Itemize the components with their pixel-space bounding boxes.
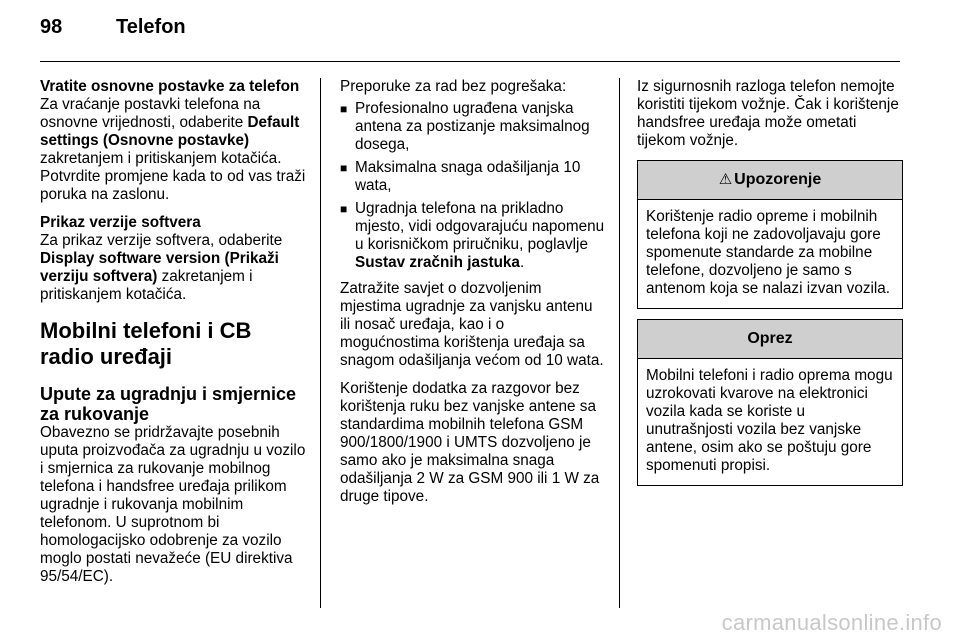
airbag-reference: Sustav zračnih jastuka xyxy=(355,254,520,271)
warning-text: Korištenje radio opreme i mobilnih telefona koji ne zadovoljavaju gore spomenute standarde za mobilne telefone, dozvoljeno je samo s antenom koja se nalazi izvan vozila. xyxy=(646,208,891,297)
recommendations-intro: Preporuke za rad bez pogrešaka: xyxy=(340,78,567,95)
warning-triangle-icon: ⚠ xyxy=(718,171,733,188)
warning-header xyxy=(638,161,902,200)
list-item: ■ Profesionalno ugrađena vanjska antena za postizanje maksimalnog dosega, xyxy=(340,100,606,154)
antenna-paragraph: Zatražite savjet o dozvoljenim mjestima ugradnje za vanjsku antenu ili nosač uređaja, kao i o mogućnostima korištenja uređaja sa snagom odašiljanja većom od 10 wata. xyxy=(340,280,604,369)
warning-box xyxy=(637,160,903,309)
caution-text: Mobilni telefoni i radio oprema mogu uzrokovati kvarove na elektronici vozila kada se koriste u unutrašnjosti vozila bez vanjske antene, osim ako se poštuju gore spomenuti propisi. xyxy=(646,367,893,474)
software-menu-item: Display software version (Prikaži verziju softvera) xyxy=(40,250,279,285)
watermark: carmanualsonline.info xyxy=(721,610,942,635)
page-number: 98 xyxy=(40,16,63,38)
software-heading: Prikaz verzije softvera xyxy=(40,214,201,231)
column-right xyxy=(637,78,903,496)
header-divider xyxy=(40,61,900,62)
caution-title: Oprez xyxy=(747,330,793,347)
list-item xyxy=(340,200,606,272)
reset-menu-item: Default settings (Osnovne postavke) xyxy=(40,114,300,149)
list-item: ■ Maksimalna snaga odašiljanja 10 wata, xyxy=(340,159,606,195)
warning-title: Upozorenje xyxy=(734,171,822,188)
column-middle xyxy=(340,78,606,516)
page-title: Telefon xyxy=(116,16,186,38)
column-divider-2 xyxy=(619,78,620,608)
handsfree-paragraph: Korištenje dodatka za razgovor bez korištenja ruku bez vanjske antene sa standardima mobilnih telefona GSM 900/1800/1900 i UMTS dozvoljeno je samo ako je maksimalna snaga odašiljanja 2 W za GSM 900 ili 1 W za druge tipove. xyxy=(340,380,600,505)
section-title: Mobilni telefoni i CB radio uređaji xyxy=(40,318,252,369)
column-left xyxy=(40,78,308,596)
list-item-text: Ugradnja telefona na prikladno mjesto, vidi odgovarajuću napomenu u korisničkom priručniku, poglavlje xyxy=(355,200,605,253)
reset-paragraph xyxy=(40,96,308,204)
software-paragraph xyxy=(40,232,308,304)
recommendations-list xyxy=(340,100,606,272)
software-text-end: zakretanjem i pritiskanjem kotačića. xyxy=(40,268,253,303)
caution-box xyxy=(637,319,903,486)
reset-text-end: zakretanjem i pritiskanjem kotačića. Potvrdite promjene kada to od vas traži poruka na zaslonu. xyxy=(40,150,306,203)
reset-text: Za vraćanje postavki telefona na osnovne vrijednosti, odaberite xyxy=(40,96,261,131)
reset-heading: Vratite osnovne postavke za telefon xyxy=(40,78,300,95)
column-divider-1 xyxy=(320,78,321,608)
safety-paragraph: Iz sigurnosnih razloga telefon nemojte koristiti tijekom vožnje. Čak i korištenje handsfree uređaja može ometati tijekom vožnje. xyxy=(637,78,899,149)
install-heading: Upute za ugradnju i smjernice za rukovanje xyxy=(40,384,297,424)
list-item-end: . xyxy=(519,254,525,271)
page-header xyxy=(40,16,186,50)
software-text: Za prikaz verzije softvera, odaberite xyxy=(40,232,283,249)
caution-header xyxy=(638,320,902,359)
install-paragraph: Obavezno se pridržavajte posebnih uputa proizvođača za ugradnju u vozilo i smjernica za rukovanje mobilnog telefona i handsfree uređaja prilikom ugradnje i rukovanja mobilnim telefonom. U suprotnom bi homologacijsko odobrenje za vozilo moglo postati nevažeće (EU direktiva 95/54/EC). xyxy=(40,424,306,585)
